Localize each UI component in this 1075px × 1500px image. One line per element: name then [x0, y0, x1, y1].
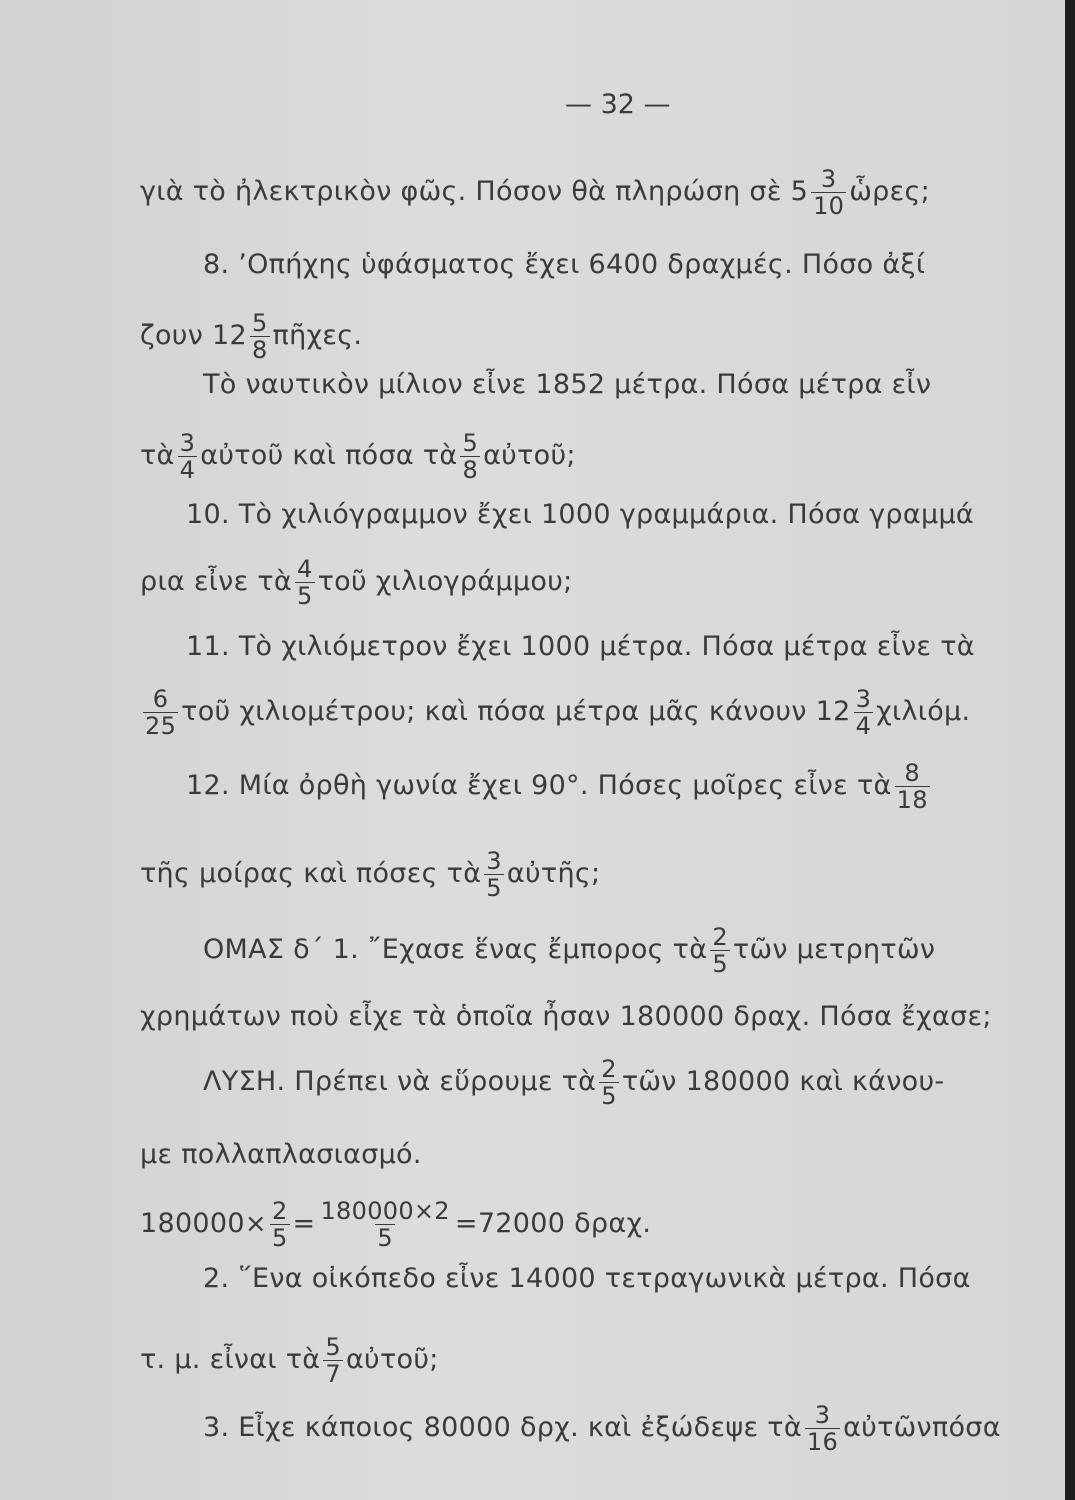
denominator: 5: [601, 1082, 617, 1110]
text-line: [203, 1056, 944, 1109]
line-text: ρια εἶνε τὰ: [140, 566, 292, 597]
numerator: 180000×2: [320, 1197, 450, 1225]
denominator: 8: [462, 456, 479, 484]
line-text: τ. μ. εἶναι τὰ: [140, 1344, 321, 1375]
numerator: 3: [814, 1401, 831, 1429]
line-text: αὐτῶνπόσα: [843, 1412, 1001, 1443]
text-line: [186, 630, 975, 664]
denominator: 10: [813, 192, 845, 220]
equals-sign: =: [292, 1208, 316, 1239]
line-text: Τὸ ναυτικὸν μίλιον εἶνε 1852 μέτρα. Πόσα μέτρα εἶν: [203, 369, 932, 400]
line-text: αὐτοῦ;: [483, 440, 576, 471]
numerator: 2: [712, 923, 728, 951]
denominator: 5: [486, 874, 502, 902]
text-line: [140, 556, 573, 609]
text-line: [140, 430, 576, 483]
line-text: 8. ʼΟπήχης ὑφάσματος ἔχει 6400 δραχμές. Πόσο ἀξί: [203, 249, 926, 280]
numerator: 3: [820, 165, 837, 193]
text-line: [203, 1262, 971, 1296]
numerator: 2: [601, 1055, 617, 1083]
denominator: 5: [271, 1224, 288, 1252]
text-line: [140, 1138, 422, 1172]
fraction: [895, 760, 930, 813]
line-text: τοῦ χιλιογράμμου;: [317, 566, 573, 597]
text-line: [186, 498, 974, 532]
fraction: [270, 1198, 290, 1251]
text-line: [203, 368, 931, 402]
page-number: — 32 —: [565, 89, 671, 120]
text-line: [203, 248, 925, 282]
fraction: [323, 1334, 343, 1387]
fraction: [460, 430, 480, 483]
line-text: 3. Εἶχε κάποιος 80000 δρχ. καὶ ἐξώδεψε τὰ: [203, 1412, 802, 1443]
text-line: [203, 1402, 1001, 1455]
line-text: 180000: [140, 1208, 245, 1239]
fraction: [854, 686, 874, 739]
denominator: 16: [806, 1428, 839, 1456]
numerator: 8: [904, 759, 920, 787]
text-line: [203, 924, 935, 977]
line-text: τοῦ χιλιομέτρου; καὶ πόσα μέτρα μᾶς κάνουν 12: [181, 696, 851, 727]
line-text: χρημάτων ποὺ εἶχε τὰ ὁποῖα ἦσαν 180000 δραχ. Πόσα ἔχασε;: [140, 1001, 992, 1032]
text-line: [140, 166, 930, 219]
line-text: τῶν 180000 καὶ κάνου-: [621, 1066, 945, 1097]
line-text: ὧρες;: [849, 176, 931, 207]
denominator: 18: [896, 786, 928, 814]
numerator: 3: [486, 847, 502, 875]
line-text: τῆς μοίρας καὶ πόσες τὰ: [140, 858, 482, 889]
line-text: πῆχες.: [272, 320, 363, 351]
fraction: [318, 1198, 451, 1251]
text-line: [140, 686, 970, 739]
numerator: 5: [325, 1333, 341, 1361]
line-text: αὐτῆς;: [506, 858, 601, 889]
numerator: 5: [251, 309, 268, 337]
line-text: 10. Τὸ χιλιόγραμμον ἔχει 1000 γραμμάρια. Πόσα γραμμά: [186, 499, 975, 530]
fraction: [250, 310, 270, 363]
line-text: γιὰ τὸ ἠλεκτρικὸν φῶς. Πόσον θὰ πληρώση σὲ 5: [140, 176, 809, 207]
fraction: [710, 924, 730, 977]
fraction: [295, 556, 315, 609]
numerator: 3: [855, 685, 872, 713]
numerator: 2: [271, 1197, 288, 1225]
fraction: [599, 1056, 619, 1109]
numerator: 5: [462, 429, 479, 457]
text-line: [140, 1000, 992, 1034]
fraction: [805, 1402, 840, 1455]
numerator: 6: [152, 685, 169, 713]
fraction: [484, 848, 504, 901]
line-text: ΟΜΑΣ δ΄ 1. ῎Εχασε ἕνας ἔμπορος τὰ: [203, 934, 708, 965]
line-text: αὐτοῦ καὶ πόσα τὰ: [200, 440, 458, 471]
line-text: 11. Τὸ χιλιόμετρον ἔχει 1000 μέτρα. Πόσα μέτρα εἶνε τὰ: [186, 631, 975, 662]
line-text: τῶν μετρητῶν: [732, 934, 936, 965]
denominator: 7: [325, 1360, 341, 1388]
line-text: αὐτοῦ;: [345, 1344, 439, 1375]
multiply-sign: ×: [244, 1209, 267, 1239]
denominator: 4: [855, 712, 872, 740]
denominator: 25: [145, 712, 177, 740]
denominator: 5: [712, 950, 728, 978]
page-edge-shadow: [1065, 0, 1075, 1500]
denominator: 4: [179, 456, 196, 484]
line-text: ζουν 12: [140, 320, 247, 351]
line-text: με πολλαπλασιασμό.: [140, 1139, 422, 1170]
text-line: [140, 1334, 439, 1387]
numerator: 4: [297, 555, 313, 583]
line-text: 12. Μία ὀρθὴ γωνία ἔχει 90°. Πόσες μοῖρες εἶνε τὰ: [186, 770, 892, 801]
text-line: [140, 310, 362, 363]
line-text: ΛΥΣΗ. Πρέπει νὰ εὕρουμε τὰ: [203, 1066, 597, 1097]
line-text: τὰ: [140, 440, 175, 471]
fraction: [143, 686, 178, 739]
text-line: [140, 848, 600, 901]
denominator: 5: [297, 582, 313, 610]
equation-line: [140, 1198, 651, 1251]
fraction: [811, 166, 846, 219]
numerator: 3: [179, 429, 196, 457]
fraction: [178, 430, 198, 483]
denominator: 8: [251, 336, 268, 364]
line-text: =72000 δραχ.: [454, 1208, 652, 1239]
line-text: 2. ῞Ενα οἰκόπεδο εἶνε 14000 τετραγωνικὰ μέτρα. Πόσα: [203, 1263, 971, 1294]
line-text: χιλιόμ.: [876, 696, 971, 727]
denominator: 5: [377, 1224, 393, 1252]
text-line: [186, 760, 933, 813]
